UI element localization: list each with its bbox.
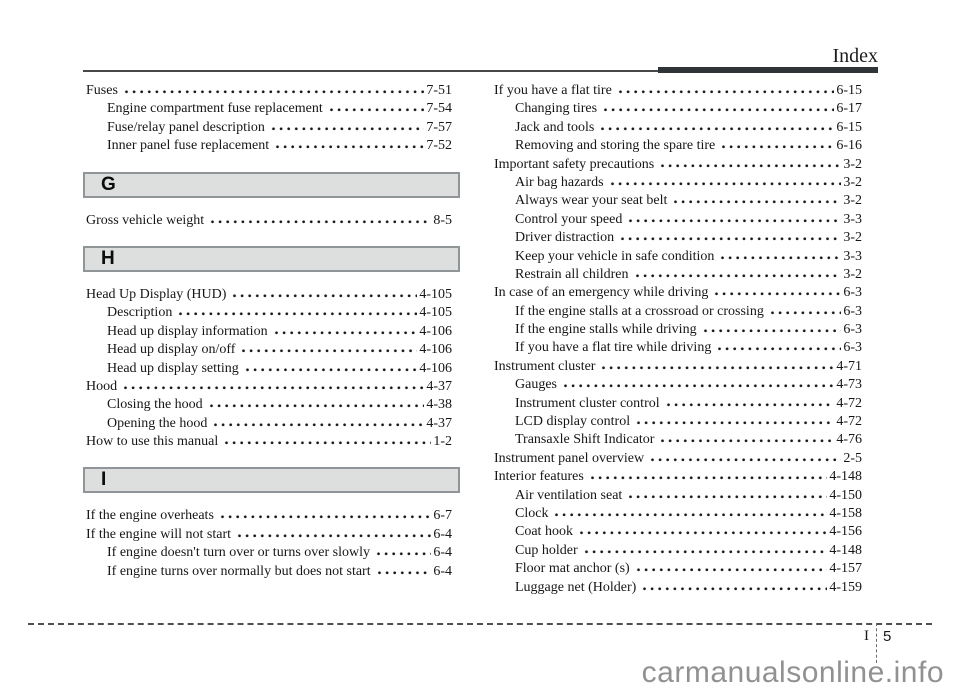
entry-label: Instrument panel overview [494, 450, 645, 466]
entry-page-number: 6-15 [836, 119, 862, 135]
entry-label: If engine turns over normally but does not start [107, 563, 371, 579]
dot-leader [641, 587, 827, 591]
entry-page-number: 3-2 [843, 193, 862, 209]
index-entry [86, 360, 452, 378]
entry-label: Instrument cluster [494, 358, 596, 374]
index-entry [86, 341, 452, 359]
dot-leader [209, 220, 431, 224]
entry-label: Luggage net (Holder) [515, 579, 637, 595]
dot-leader [702, 329, 842, 333]
entry-page-number: 3-2 [843, 230, 862, 246]
watermark-text: carmanualsonline.info [641, 656, 944, 689]
index-entry [86, 544, 452, 562]
index-entry [494, 579, 862, 597]
section-header-g [83, 172, 460, 198]
entry-label: Inner panel fuse replacement [107, 138, 270, 154]
entry-label: Opening the hood [107, 415, 208, 431]
entry-label: If the engine stalls at a crossroad or crossing [515, 303, 764, 319]
dot-leader [236, 534, 431, 538]
dot-leader [240, 349, 417, 353]
entry-page-number: 1-2 [433, 434, 452, 450]
entry-label: Transaxle Shift Indicator [515, 432, 655, 448]
section-header-h [83, 246, 460, 272]
index-entry [494, 156, 862, 174]
entry-label: Changing tires [515, 101, 598, 117]
entry-page-number: 4-37 [426, 415, 452, 431]
index-entry [86, 396, 452, 414]
entry-label: Restrain all children [515, 266, 629, 282]
index-left-column [86, 82, 452, 581]
entry-label: If you have a flat tire while driving [515, 340, 712, 356]
entry-page-number: 4-76 [836, 432, 862, 448]
entry-page-number: 7-54 [426, 101, 452, 117]
entry-page-number: 4-73 [836, 377, 862, 393]
index-entry [494, 376, 862, 394]
entry-page-number: 6-4 [433, 545, 452, 561]
dot-leader [273, 331, 418, 335]
index-entry [86, 378, 452, 396]
dot-leader [769, 311, 842, 315]
index-entry [494, 248, 862, 266]
page-title: Index [832, 45, 878, 67]
entry-label: Keep your vehicle in safe condition [515, 248, 715, 264]
dot-leader [583, 550, 828, 554]
entry-label: Hood [86, 378, 118, 394]
dot-leader [627, 219, 841, 223]
index-entry [494, 505, 862, 523]
entry-page-number: 4-71 [836, 358, 862, 374]
index-entry [494, 523, 862, 541]
dot-leader [375, 552, 431, 556]
index-entry [494, 82, 862, 100]
entry-label: LCD display control [515, 414, 631, 430]
entry-label: Head up display information [107, 323, 268, 339]
index-entry [494, 395, 862, 413]
index-entry [494, 560, 862, 578]
entry-page-number: 4-105 [419, 286, 452, 302]
footer-section-letter: I [864, 628, 869, 644]
entry-label: Description [107, 305, 173, 321]
entry-label: Air bag hazards [515, 174, 604, 190]
entry-label: Cup holder [515, 542, 578, 558]
index-entry [86, 507, 452, 525]
section-letter: I [101, 469, 107, 491]
dot-leader [716, 347, 841, 351]
footer-dashed-rule [28, 623, 932, 625]
entry-label: Air ventilation seat [515, 487, 623, 503]
entry-page-number: 6-3 [843, 285, 862, 301]
dot-leader [672, 200, 841, 204]
dot-leader [553, 513, 827, 517]
index-entry [494, 284, 862, 302]
dot-leader [600, 366, 834, 370]
index-entry [86, 323, 452, 341]
dot-leader [212, 423, 424, 427]
dot-leader [599, 127, 834, 131]
dot-leader [244, 368, 418, 372]
index-entry [494, 266, 862, 284]
dot-leader [609, 182, 842, 186]
index-entry [86, 415, 452, 433]
entry-page-number: 6-15 [836, 83, 862, 98]
index-entry [86, 526, 452, 544]
dot-leader [578, 531, 827, 535]
section-header-i [83, 467, 460, 493]
section-letter: G [101, 173, 116, 195]
entry-page-number: 3-2 [843, 156, 862, 172]
entry-label: Coat hook [515, 524, 573, 540]
dot-leader [634, 274, 842, 278]
entry-page-number: 6-3 [843, 303, 862, 319]
entry-label: Head up display on/off [107, 342, 236, 358]
index-entry [494, 431, 862, 449]
entry-page-number: 3-2 [843, 266, 862, 282]
dot-leader [635, 568, 828, 572]
entry-page-number: 6-7 [433, 508, 452, 524]
index-entry [494, 413, 862, 431]
dot-leader [562, 384, 834, 388]
entry-page-number: 6-16 [836, 138, 862, 154]
entry-label: Closing the hood [107, 397, 203, 413]
entry-page-number: 7-51 [426, 83, 452, 98]
index-entry [494, 321, 862, 339]
dot-leader [328, 108, 425, 112]
entry-label: If the engine stalls while driving [515, 322, 697, 338]
index-entry [86, 100, 452, 118]
entry-page-number: 4-158 [829, 505, 862, 521]
entry-page-number: 4-157 [829, 561, 862, 577]
entry-label: Engine compartment fuse replacement [107, 101, 323, 117]
entry-page-number: 4-105 [419, 305, 452, 321]
dot-leader [122, 386, 424, 390]
dot-leader [177, 312, 417, 316]
entry-label: If you have a flat tire [494, 83, 612, 98]
index-entry [86, 304, 452, 322]
entry-page-number: 4-159 [829, 579, 862, 595]
index-entry [86, 137, 452, 155]
dot-leader [274, 145, 424, 149]
entry-label: Important safety precautions [494, 156, 655, 172]
index-entry [494, 192, 862, 210]
index-entry [494, 450, 862, 468]
entry-page-number: 4-150 [829, 487, 862, 503]
entry-label: Fuses [86, 83, 118, 98]
header-rule-thick [658, 67, 878, 73]
entry-page-number: 4-72 [836, 395, 862, 411]
index-entry [86, 286, 452, 304]
dot-leader [719, 256, 841, 260]
index-entry [494, 119, 862, 137]
entry-label: Floor mat anchor (s) [515, 561, 630, 577]
entry-label: Removing and storing the spare tire [515, 138, 716, 154]
index-entry [494, 229, 862, 247]
entry-label: If the engine overheats [86, 508, 214, 524]
entry-label: If the engine will not start [86, 526, 232, 542]
entry-label: Clock [515, 505, 549, 521]
index-entry [494, 211, 862, 229]
entry-label: Fuse/relay panel description [107, 119, 265, 135]
entry-label: Head up display setting [107, 360, 239, 376]
dot-leader [619, 237, 841, 241]
entry-page-number: 3-3 [843, 211, 862, 227]
index-entry [86, 563, 452, 581]
entry-page-number: 4-38 [426, 397, 452, 413]
index-entry [494, 468, 862, 486]
entry-page-number: 4-72 [836, 414, 862, 430]
entry-label: Jack and tools [515, 119, 595, 135]
index-entry [494, 303, 862, 321]
entry-page-number: 8-5 [433, 212, 452, 228]
entry-page-number: 6-17 [836, 101, 862, 117]
entry-page-number: 4-106 [419, 342, 452, 358]
dot-leader [665, 403, 835, 407]
index-entry [494, 487, 862, 505]
dot-leader [123, 90, 424, 94]
entry-page-number: 2-5 [843, 450, 862, 466]
entry-page-number: 3-3 [843, 248, 862, 264]
dot-leader [219, 515, 431, 519]
entry-label: Head Up Display (HUD) [86, 286, 227, 302]
index-entry [494, 137, 862, 155]
entry-page-number: 6-3 [843, 322, 862, 338]
entry-page-number: 4-106 [419, 323, 452, 339]
dot-leader [617, 90, 835, 94]
entry-label: Always wear your seat belt [515, 193, 668, 209]
index-entry [86, 119, 452, 137]
entry-label: Gauges [515, 377, 557, 393]
dot-leader [602, 108, 834, 112]
dot-leader [635, 421, 834, 425]
entry-page-number: 3-2 [843, 174, 862, 190]
entry-page-number: 4-156 [829, 524, 862, 540]
entry-page-number: 4-106 [419, 360, 452, 376]
entry-label: In case of an emergency while driving [494, 285, 709, 301]
dot-leader [649, 458, 841, 462]
dot-leader [208, 404, 425, 408]
entry-label: If engine doesn't turn over or turns over slowly [107, 545, 371, 561]
dot-leader [720, 145, 834, 149]
dot-leader [713, 292, 841, 296]
entry-label: Control your speed [515, 211, 623, 227]
dot-leader [659, 439, 834, 443]
entry-page-number: 7-57 [426, 119, 452, 135]
index-entry [494, 100, 862, 118]
index-right-column [494, 82, 862, 597]
dot-leader [659, 164, 841, 168]
dot-leader [627, 495, 827, 499]
entry-label: Interior features [494, 469, 584, 485]
entry-label: Driver distraction [515, 230, 615, 246]
entry-label: Instrument cluster control [515, 395, 660, 411]
entry-page-number: 7-52 [426, 138, 452, 154]
index-entry [494, 339, 862, 357]
dot-leader [231, 294, 417, 298]
dot-leader [376, 571, 432, 575]
entry-page-number: 6-3 [843, 340, 862, 356]
index-entry [86, 212, 452, 230]
index-entry [494, 174, 862, 192]
index-entry [86, 433, 452, 451]
entry-page-number: 4-148 [829, 469, 862, 485]
entry-label: How to use this manual [86, 434, 219, 450]
entry-page-number: 4-148 [829, 542, 862, 558]
index-entry [86, 82, 452, 100]
dot-leader [223, 441, 431, 445]
entry-page-number: 6-4 [433, 526, 452, 542]
section-letter: H [101, 247, 115, 269]
entry-page-number: 6-4 [433, 563, 452, 579]
index-entry [494, 542, 862, 560]
index-entry [494, 358, 862, 376]
entry-label: Gross vehicle weight [86, 212, 205, 228]
dot-leader [270, 127, 424, 131]
dot-leader [589, 476, 828, 480]
entry-page-number: 4-37 [426, 378, 452, 394]
footer-page-number: 5 [883, 628, 892, 645]
